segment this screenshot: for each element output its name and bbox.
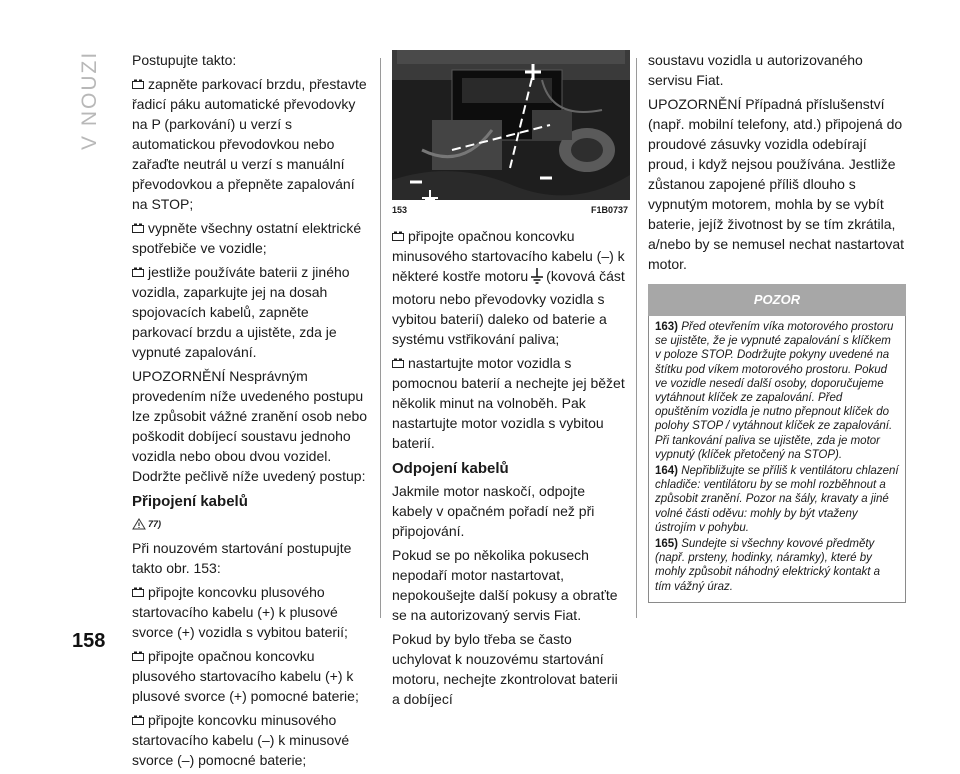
warning-triangle-icon bbox=[132, 518, 146, 530]
reference-note bbox=[132, 514, 161, 534]
bullet-icon bbox=[132, 267, 144, 277]
caution-item: 163) Před otevřením víka motorového prostoru se ujistěte, že je vypnuté zapalování s klíčkem v poloze STOP. Dodržujte pokyny uvedené na štítku pod víkem motorového prostoru. Pokud ve vozidle nesedí další osoby, doporučujeme vytáhnout klíček ze zapalování. Před opuštěním vozidla je nutno přepnout klíček do polohy STOP / vytáhnout klíček ze zapalování. Při tankování paliva se ujistěte, zda je motor vypnutý (klíček přetočený na STOP). bbox=[655, 321, 894, 461]
caution-item: 165) Sundejte si všechny kovové předměty (např. prsteny, hodinky, náramky), které by mohly způsobit náhodný elektrický kontakt a tím vážný úraz. bbox=[655, 538, 881, 593]
page-number: 158 bbox=[72, 630, 106, 652]
bullet-icon bbox=[132, 651, 144, 661]
section-heading: Připojení kabelů bbox=[132, 493, 248, 510]
paragraph: Pokud se po několika pokusech nepodaří motor nastartovat, nepokoušejte další pokusy a obraťte se na autorizovaný servis Fiat. bbox=[392, 547, 618, 623]
column-divider bbox=[636, 58, 637, 618]
column-1 bbox=[132, 50, 368, 774]
bullet-icon bbox=[392, 231, 404, 241]
bullet-icon bbox=[132, 715, 144, 725]
list-item: připojte koncovku plusového startovacího kabelu (+) k plusové svorce (+) vozidla s vybitou baterií; bbox=[132, 584, 348, 640]
figure-code: F1B0737 bbox=[590, 205, 628, 215]
reference-number: 77) bbox=[148, 519, 162, 529]
caution-box-title: POZOR bbox=[648, 284, 906, 316]
caution-number: 164) bbox=[655, 465, 679, 478]
list-item: nastartujte motor vozidla s pomocnou baterií a nechejte jej běžet několik minut na volnoběh. Pak nastartujte motor vozidla s vybitou baterií. bbox=[392, 355, 625, 451]
list-item: připojte koncovku minusového startovacího kabelu (–) k minusové svorce (–) pomocné baterie; bbox=[132, 712, 350, 768]
list-item: jestliže používáte baterii z jiného vozidla, zaparkujte jej na dosah spojovacích kabelů, zapněte parkovací brzdu a ujistěte, zda je vypnuté zapalování. bbox=[132, 264, 350, 360]
column-3 bbox=[648, 50, 906, 603]
warning-paragraph: UPOZORNĚNÍ Nesprávným provedením níže uvedeného postupu lze způsobit vážné zranění osob nebo poškodit dobíjecí soustavu jednoho vozidla nebo obou dvou vozidel. Dodržte pečlivě níže uvedený postup: bbox=[132, 368, 368, 484]
caution-box bbox=[648, 316, 906, 603]
caution-item: 164) Nepřibližujte se příliš k ventilátoru chlazení chladiče: ventilátoru by se mohl rozběhnout a způsobit zranění. Pozor na šály, kravaty a jiné volné části oděvu: mohly by být vtaženy ústrojím v pohybu. bbox=[655, 465, 899, 534]
paragraph: Jakmile motor naskočí, odpojte kabely v opačném pořadí než při připojování. bbox=[392, 483, 595, 539]
steps-list-2 bbox=[132, 582, 368, 770]
list-item: připojte opačnou koncovku minusového startovacího kabelu (–) k některé kostře motoru (kovová část motoru nebo převodovky vozidla s vybitou baterií) daleko od baterie a systému vstřikování paliva; bbox=[392, 228, 625, 347]
ground-icon bbox=[530, 268, 544, 289]
column-divider bbox=[380, 58, 381, 618]
paragraph: Pokud by bylo třeba se často uchylovat k nouzovému startování motoru, nechejte zkontrolovat baterii a dobíjecí bbox=[392, 631, 618, 707]
list-item: vypněte všechny ostatní elektrické spotřebiče ve vozidle; bbox=[132, 220, 362, 256]
bullet-icon bbox=[132, 587, 144, 597]
column-2 bbox=[392, 50, 628, 713]
section-heading: Odpojení kabelů bbox=[392, 460, 509, 477]
figure-153-battery-photo bbox=[392, 50, 630, 200]
paragraph: soustavu vozidla u autorizovaného servisu Fiat. bbox=[648, 52, 863, 88]
steps-list-1 bbox=[132, 74, 368, 362]
caution-number: 165) bbox=[655, 538, 679, 551]
warning-paragraph: UPOZORNĚNÍ Případná příslušenství (např. mobilní telefony, atd.) připojená do proudové zásuvky vozidla odebírají proud, i když nejsou používána. Jestliže zůstanou zapojené příliš dlouho s vypnutým motorem, mohla by se vybít baterie, jejíž životnost by se tím zkrátila, a/nebo by se nemusel nechat nastartovat motor. bbox=[648, 96, 905, 272]
bullet-icon bbox=[132, 223, 144, 233]
list-item: zapněte parkovací brzdu, přestavte řadicí páku automatické převodovky na P (parkování) u verzí s automatickou převodovkou nebo zařaďte neutrál u verzí s manuální převodovkou a přepněte zapalování na STOP; bbox=[132, 76, 367, 212]
engine-bay-illustration bbox=[392, 50, 630, 200]
intro-text: Při nouzovém startování postupujte takto obr. 153: bbox=[132, 540, 352, 576]
bullet-icon bbox=[132, 79, 144, 89]
list-item: připojte opačnou koncovku plusového startovacího kabelu (+) k plusové svorce (+) pomocné baterie; bbox=[132, 648, 359, 704]
figure-number: 153 bbox=[392, 205, 408, 215]
bullet-icon bbox=[392, 358, 404, 368]
caution-number: 163) bbox=[655, 321, 679, 333]
figure-caption bbox=[392, 204, 628, 216]
section-tab: V NOUZI bbox=[78, 50, 101, 150]
intro-text: Postupujte takto: bbox=[132, 52, 237, 68]
